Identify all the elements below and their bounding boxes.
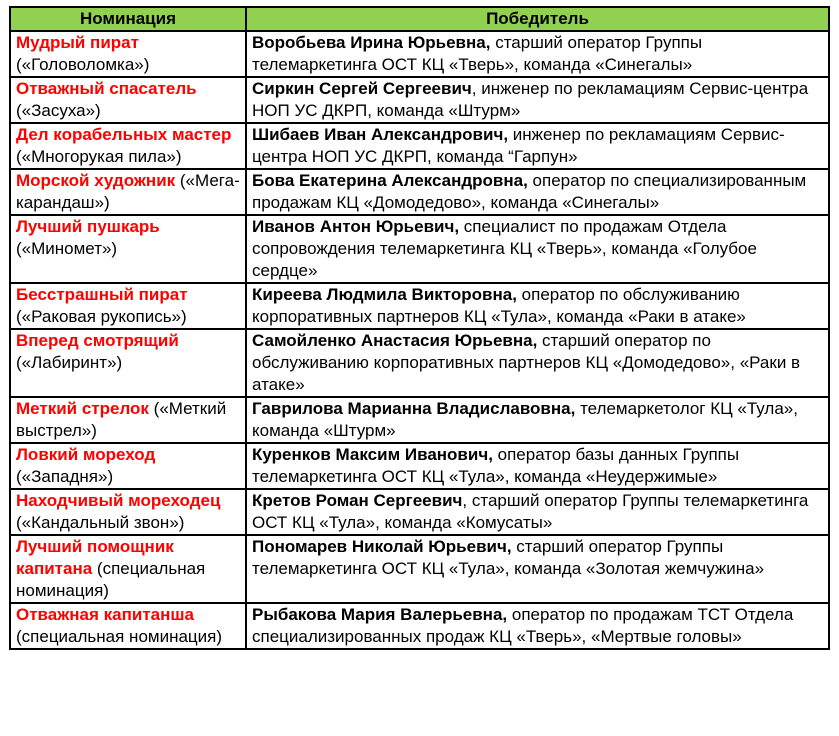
nomination-prize: («Западня») [16, 467, 114, 486]
nomination-title: Морской художник [16, 171, 176, 190]
winner-description: телемаркетолог КЦ «Тула», команда «Штурм» [252, 399, 798, 440]
nomination-cell [10, 603, 246, 649]
nomination-cell [10, 169, 246, 215]
winner-description: инженер по рекламациям Сервис-центра НОП УС ДКРП, команда “Гарпун» [252, 125, 785, 166]
winner-cell [246, 603, 829, 649]
winner-description: старший оператор Группы телемаркетинга ОСТ КЦ «Тула», команда «Золотая жемчужина» [252, 537, 765, 578]
winner-cell [246, 77, 829, 123]
table-row [10, 123, 829, 169]
nomination-cell [10, 489, 246, 535]
winner-name: Куренков Максим Иванович, [252, 445, 493, 464]
table-row [10, 443, 829, 489]
winner-cell [246, 397, 829, 443]
winner-name: Иванов Антон Юрьевич, [252, 217, 460, 236]
header-nomination: Номинация [10, 7, 246, 31]
nomination-prize: («Миномет») [16, 239, 118, 258]
table-body [10, 31, 829, 649]
nomination-title: Бесстрашный пират [16, 285, 188, 304]
winner-description: старший оператор Группы телемаркетинга ОСТ КЦ «Тверь», команда «Синегалы» [252, 33, 703, 74]
nomination-title: Ловкий мореход [16, 445, 156, 464]
winner-description: , старший оператор Группы телемаркетинга ОСТ КЦ «Тула», команда «Комусаты» [252, 491, 809, 532]
table-row [10, 489, 829, 535]
winner-cell [246, 535, 829, 603]
winner-cell [246, 31, 829, 77]
winner-description: оператор базы данных Группы телемаркетинга ОСТ КЦ «Тула», команда «Неудержимые» [252, 445, 740, 486]
winner-name: Рыбакова Мария Валерьевна, [252, 605, 508, 624]
table-row [10, 215, 829, 283]
winner-name: Сиркин Сергей Сергеевич [252, 79, 472, 98]
table-row [10, 603, 829, 649]
nomination-cell [10, 443, 246, 489]
winner-cell [246, 443, 829, 489]
table-row [10, 169, 829, 215]
table-row [10, 31, 829, 77]
nomination-cell [10, 215, 246, 283]
nomination-prize: (специальная номинация) [16, 559, 206, 600]
table-header-row [10, 7, 829, 31]
winner-description: старший оператор по обслуживанию корпоративных партнеров КЦ «Домодедово», «Раки в атаке» [252, 331, 801, 394]
winner-name: Воробьева Ирина Юрьевна, [252, 33, 491, 52]
winners-table-wrapper [9, 6, 830, 650]
nomination-prize: («Кандальный звон») [16, 513, 185, 532]
nomination-prize: («Меткий выстрел») [16, 399, 227, 440]
winner-description: оператор по специализированным продажам КЦ «Домодедово», команда «Синегалы» [252, 171, 807, 212]
nomination-title: Мудрый пират [16, 33, 139, 52]
table-row [10, 397, 829, 443]
nomination-title: Отважная капитанша [16, 605, 195, 624]
nomination-title: Меткий стрелок [16, 399, 149, 418]
winner-cell [246, 215, 829, 283]
winner-cell [246, 169, 829, 215]
nomination-prize: («Лабиринт») [16, 353, 123, 372]
winner-description: специалист по продажам Отдела сопровождения телемаркетинга КЦ «Тверь», команда «Голубое сердце» [252, 217, 757, 280]
nomination-cell [10, 31, 246, 77]
nomination-title: Лучший пушкарь [16, 217, 160, 236]
winner-cell [246, 123, 829, 169]
nomination-cell [10, 77, 246, 123]
winner-name: Киреева Людмила Викторовна, [252, 285, 517, 304]
nomination-prize: («Головоломка») [16, 55, 150, 74]
nomination-prize: (специальная номинация) [16, 627, 223, 646]
winner-description: оператор по обслуживанию корпоративных партнеров КЦ «Тула», команда «Раки в атаке» [252, 285, 746, 326]
table-row [10, 77, 829, 123]
winner-name: Гаврилова Марианна Владиславовна, [252, 399, 576, 418]
winner-name: Шибаев Иван Александрович, [252, 125, 509, 144]
header-winner: Победитель [246, 7, 829, 31]
nomination-cell [10, 283, 246, 329]
nomination-title: Вперед смотрящий [16, 331, 179, 350]
nomination-cell [10, 329, 246, 397]
nomination-prize: («Засуха») [16, 101, 101, 120]
nomination-title: Находчивый мореходец [16, 491, 221, 510]
nomination-prize: («Раковая рукопись») [16, 307, 187, 326]
nomination-cell [10, 123, 246, 169]
winner-name: Самойленко Анастасия Юрьевна, [252, 331, 538, 350]
winners-table [9, 6, 830, 650]
table-row [10, 283, 829, 329]
nomination-title: Лучший помощник капитана [16, 537, 174, 578]
nomination-prize: («Мега-карандаш») [16, 171, 240, 212]
winner-description: , инженер по рекламациям Сервис-центра НОП УС ДКРП, команда «Штурм» [252, 79, 809, 120]
nomination-cell [10, 535, 246, 603]
table-row [10, 535, 829, 603]
winner-description: оператор по продажам ТСТ Отдела специализированных продаж КЦ «Тверь», «Мертвые головы» [252, 605, 794, 646]
nomination-title: Отважный спасатель [16, 79, 197, 98]
nomination-prize: («Многорукая пила») [16, 147, 182, 166]
table-row [10, 329, 829, 397]
nomination-cell [10, 397, 246, 443]
winner-name: Пономарев Николай Юрьевич, [252, 537, 512, 556]
winner-cell [246, 489, 829, 535]
winner-name: Кретов Роман Сергеевич [252, 491, 463, 510]
winner-cell [246, 283, 829, 329]
winner-cell [246, 329, 829, 397]
winner-name: Бова Екатерина Александровна, [252, 171, 528, 190]
nomination-title: Дел корабельных мастер [16, 125, 232, 144]
